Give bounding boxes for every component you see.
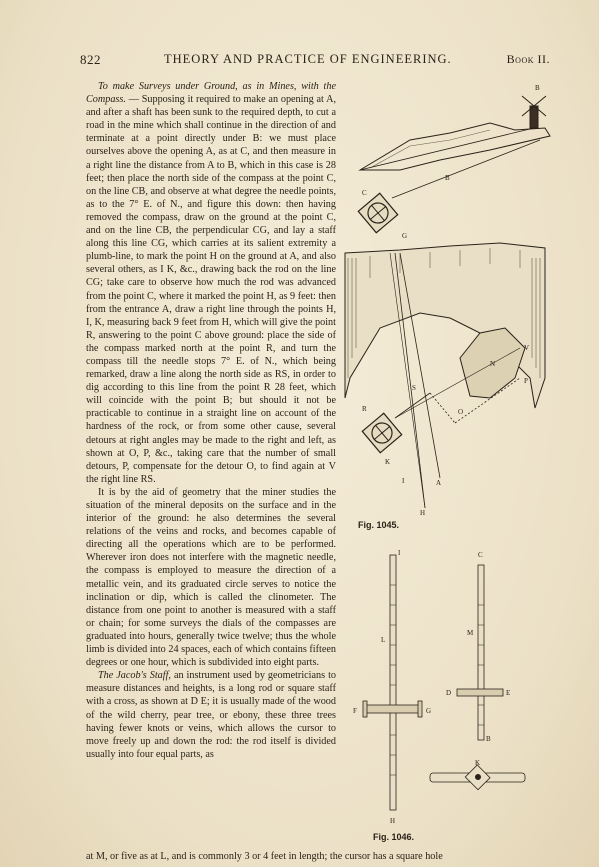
fig2-label-h: H (390, 817, 396, 825)
fig1-label-s: S (412, 384, 416, 392)
figure-1045 (340, 78, 555, 518)
jacobs-staff-m (457, 565, 503, 740)
mine-survey-heading: To make Surveys under Ground, as in Mines, with the Compass. (86, 81, 336, 106)
fig2-label-c: C (478, 551, 483, 559)
cursor-k (430, 765, 525, 790)
text-column (86, 80, 336, 761)
fig1-label-a: A (436, 479, 442, 487)
mine-survey-text: — Supposing it required to make an opening at A, and after a shaft has been sunk to the required depth, to cut a road in the mine which shall continue in the direction of and terminate at a point directly under B: we must place ourselves above the opening A, as at C, and then measure in a right line the distance from A to B, which in this case is 28 feet; then place the north side of the compass at the point C, on the line CB, and observe at what degree the needle points, as to the 7° E. of N., and figure this down: then having removed the compass, draw on the ground at the point C, and on the line CB, the perpendicular CG, and lay a staff along this line CG, which carries at its salient extremity a plumb-line, to mark the point H on the ground at A, and also several others, as I K, &c., drawing back the rod on the line CG; take care to observe how much the rod was advanced from the point C, where it marked the point H, as 9 feet: then from the entrance A, draw a right line through the points H, I, K, measuring back 9 feet from H, which will give the point R, answering to the point C above ground: place the side of the compass marked north at the point R, and turn the compass till the needle stops 7° E. of N., which being remarked, draw a line along the north side as RS, in order to dig according to this line from the point R 28 feet, which will coincide with the point B; but should it not be practicable to continue in a straight line on account of the hardness of the rock, or from some other cause, several detours at right angles may be made to the right and left, as shown at O, P, &c., taking care that the number of small detours, P, compensate for the detour O, to find again at V the right line RS. (86, 94, 336, 485)
jacobs-staff-text: an instrument used by geometricians to measure distances and heights, is a long rod or square staff with a cross, as shown at D E; it is usually made of the wood of the wild cherry, pear tree, or ebony, these three trees having fewer knots or veins, which allows the cursor to move freely up and down the rod: the rod itself is divided usually into four equal parts, as (86, 670, 336, 760)
fig1-label-c: C (362, 189, 367, 197)
page-header (80, 52, 550, 70)
fig1-label-n: N (490, 360, 496, 368)
figure-1046 (345, 545, 555, 830)
fig1-label-v: V (524, 344, 530, 352)
paragraph-jacobs-staff (86, 669, 336, 761)
page-number: 822 (80, 52, 101, 67)
underground-cavern (345, 243, 545, 408)
fig1-label-b-top: B (535, 84, 540, 92)
fig1-label-i: I (402, 477, 405, 485)
paragraph-geometry: It is by the aid of geometry that the miner studies the situation of the mineral deposits on the surface and in the interior of the ground: he also determines the several relations of the veins and rocks, and becomes capable of directing all the operations which are to be performed. Wherever iron does not interfere with the magnetic needle, the compass is employed to measure the direction of a metallic vein, and its graduated circle serves to notice the inclination or dip, which is called the clinometer. The distance from one point to another is measured with a staff or chain; for some surveys the dials of the compasses are graduated into hours, generally twice twelve; thus the whole limb is divided into 24 spaces, each of which contains fifteen degrees or one hour, which is subdivided into eight parts. (86, 486, 336, 669)
running-title: THEORY AND PRACTICE OF ENGINEERING. (164, 52, 452, 66)
bottom-line: at M, or five as at L, and is commonly 3 or 4 feet in length; the cursor has a square hole (86, 851, 443, 862)
windmill-icon (522, 96, 546, 128)
fig2-label-l: L (381, 636, 386, 644)
compass-upper (358, 193, 397, 232)
fig1-label-b: B (445, 174, 450, 182)
fig1-label-p: P (524, 377, 528, 385)
fig2-label-k: K (475, 759, 481, 767)
fig-1046-caption: Fig. 1046. (373, 832, 415, 842)
compass-lower (362, 413, 401, 452)
fig1-label-o: O (458, 408, 464, 416)
fig2-label-f: F (353, 707, 357, 715)
fig2-label-i: I (398, 549, 401, 557)
fig2-label-e: E (506, 689, 511, 697)
fig1-label-g: G (402, 232, 408, 240)
fig1-label-k: K (385, 458, 391, 466)
fig2-label-d: D (446, 689, 452, 697)
book-label: Book II. (506, 52, 550, 66)
jacobs-staff-heading: The Jacob's Staff, (98, 670, 171, 682)
fig2-label-m: M (467, 629, 474, 637)
fig1-label-h: H (420, 509, 426, 517)
jacobs-staff-l (363, 555, 422, 810)
fig-1045-caption: Fig. 1045. (358, 520, 400, 530)
fig2-label-g: G (426, 707, 432, 715)
fig1-label-r: R (362, 405, 367, 413)
paragraph-mine-survey (86, 80, 336, 486)
fig2-label-b: B (486, 735, 491, 743)
